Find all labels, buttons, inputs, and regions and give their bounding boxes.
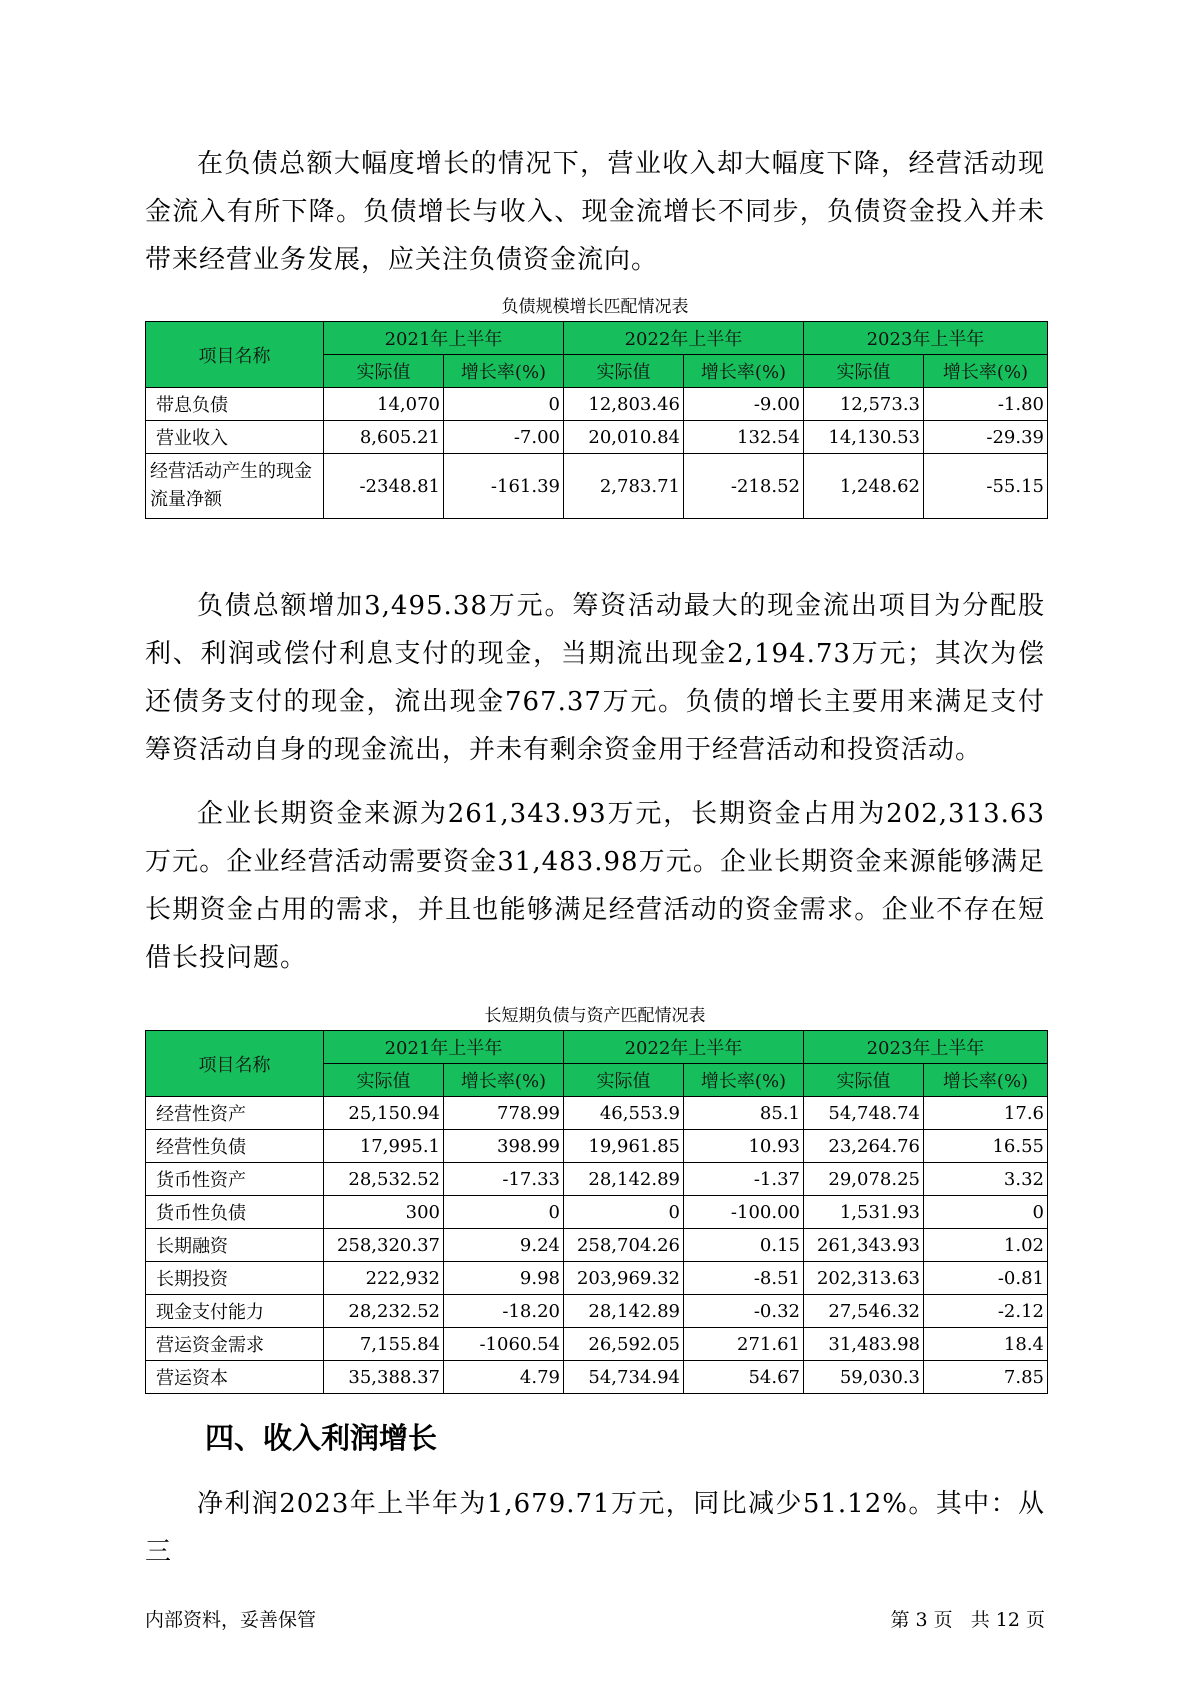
header-item-name: 项目名称 — [146, 322, 324, 388]
cell: -2.12 — [924, 1295, 1048, 1328]
row-label: 带息负债 — [146, 388, 324, 421]
cell: 0 — [924, 1196, 1048, 1229]
cell: 0 — [564, 1196, 684, 1229]
cell: 12,573.3 — [804, 388, 924, 421]
table-row — [146, 1196, 1048, 1229]
header-actual: 实际值 — [804, 355, 924, 388]
header-growth: 增长率(%) — [444, 355, 564, 388]
footer-page-number: 第 3 页 共 12 页 — [890, 1609, 1045, 1631]
cell: -218.52 — [684, 454, 804, 519]
header-period: 2022年上半年 — [564, 322, 804, 355]
cell: -161.39 — [444, 454, 564, 519]
table1-caption: 负债规模增长匹配情况表 — [501, 297, 689, 317]
cell: 59,030.3 — [804, 1361, 924, 1394]
row-label: 经营活动产生的现金流量净额 — [146, 454, 324, 519]
row-label: 营业收入 — [146, 421, 324, 454]
table-row — [146, 1097, 1048, 1130]
header-actual: 实际值 — [804, 1064, 924, 1097]
cell: 778.99 — [444, 1097, 564, 1130]
cell: -100.00 — [684, 1196, 804, 1229]
row-label: 货币性资产 — [146, 1163, 324, 1196]
cell: 9.98 — [444, 1262, 564, 1295]
cell: 25,150.94 — [324, 1097, 444, 1130]
cell: 20,010.84 — [564, 421, 684, 454]
header-actual: 实际值 — [564, 1064, 684, 1097]
row-label: 营运资本 — [146, 1361, 324, 1394]
cell: 54.67 — [684, 1361, 804, 1394]
cell: 28,232.52 — [324, 1295, 444, 1328]
header-period: 2021年上半年 — [324, 322, 564, 355]
debt-scale-table — [145, 321, 1048, 519]
cell: 14,070 — [324, 388, 444, 421]
row-label: 现金支付能力 — [146, 1295, 324, 1328]
header-actual: 实际值 — [324, 355, 444, 388]
cell: 222,932 — [324, 1262, 444, 1295]
table-row — [146, 421, 1048, 454]
footer-confidential: 内部资料，妥善保管 — [145, 1609, 317, 1631]
cell: 85.1 — [684, 1097, 804, 1130]
table-row — [146, 1229, 1048, 1262]
row-label: 货币性负债 — [146, 1196, 324, 1229]
cell: 19,961.85 — [564, 1130, 684, 1163]
row-label: 长期融资 — [146, 1229, 324, 1262]
row-label: 营运资金需求 — [146, 1328, 324, 1361]
table-row — [146, 1163, 1048, 1196]
cell: 54,734.94 — [564, 1361, 684, 1394]
paragraph-2: 负债总额增加3,495.38万元。筹资活动最大的现金流出项目为分配股利、利润或偿付利息支付的现金，当期流出现金2,194.73万元；其次为偿还债务支付的现金，流出现金767.37万元。负债的增长主要用来满足支付筹资活动自身的现金流出，并未有剩余资金用于经营活动和投资活动。 — [145, 591, 1045, 765]
cell: -1.80 — [924, 388, 1048, 421]
cell: 1.02 — [924, 1229, 1048, 1262]
paragraph-1: 在负债总额大幅度增长的情况下，营业收入却大幅度下降，经营活动现金流入有所下降。负债增长与收入、现金流增长不同步，负债资金投入并未带来经营业务发展，应关注负债资金流向。 — [145, 149, 1045, 275]
cell: 271.61 — [684, 1328, 804, 1361]
cell: 258,320.37 — [324, 1229, 444, 1262]
cell: 4.79 — [444, 1361, 564, 1394]
table-row — [146, 1262, 1048, 1295]
table-row — [146, 1295, 1048, 1328]
long-short-match-table — [145, 1030, 1048, 1394]
header-growth: 增长率(%) — [684, 1064, 804, 1097]
cell: -55.15 — [924, 454, 1048, 519]
cell: 46,553.9 — [564, 1097, 684, 1130]
table-row — [146, 1130, 1048, 1163]
table-header-row — [146, 322, 1048, 355]
cell: 0.15 — [684, 1229, 804, 1262]
cell: -1.37 — [684, 1163, 804, 1196]
header-actual: 实际值 — [324, 1064, 444, 1097]
row-label: 经营性资产 — [146, 1097, 324, 1130]
cell: 29,078.25 — [804, 1163, 924, 1196]
cell: -2348.81 — [324, 454, 444, 519]
header-item-name: 项目名称 — [146, 1031, 324, 1097]
cell: 0 — [444, 388, 564, 421]
cell: 0 — [444, 1196, 564, 1229]
cell: 17,995.1 — [324, 1130, 444, 1163]
cell: 23,264.76 — [804, 1130, 924, 1163]
cell: 3.32 — [924, 1163, 1048, 1196]
cell: 202,313.63 — [804, 1262, 924, 1295]
header-growth: 增长率(%) — [924, 355, 1048, 388]
header-period: 2023年上半年 — [804, 322, 1048, 355]
cell: 261,343.93 — [804, 1229, 924, 1262]
cell: 203,969.32 — [564, 1262, 684, 1295]
cell: 258,704.26 — [564, 1229, 684, 1262]
cell: 54,748.74 — [804, 1097, 924, 1130]
cell: 31,483.98 — [804, 1328, 924, 1361]
cell: -29.39 — [924, 421, 1048, 454]
cell: 14,130.53 — [804, 421, 924, 454]
cell: -9.00 — [684, 388, 804, 421]
cell: 8,605.21 — [324, 421, 444, 454]
cell: 10.93 — [684, 1130, 804, 1163]
cell: -8.51 — [684, 1262, 804, 1295]
cell: 18.4 — [924, 1328, 1048, 1361]
cell: -7.00 — [444, 421, 564, 454]
cell: 27,546.32 — [804, 1295, 924, 1328]
cell: 26,592.05 — [564, 1328, 684, 1361]
cell: 7.85 — [924, 1361, 1048, 1394]
header-period: 2023年上半年 — [804, 1031, 1048, 1064]
header-period: 2021年上半年 — [324, 1031, 564, 1064]
cell: 28,142.89 — [564, 1163, 684, 1196]
section-heading: 四、收入利润增长 — [205, 1421, 438, 1455]
header-period: 2022年上半年 — [564, 1031, 804, 1064]
table-row — [146, 454, 1048, 519]
header-growth: 增长率(%) — [444, 1064, 564, 1097]
cell: -18.20 — [444, 1295, 564, 1328]
cell: 16.55 — [924, 1130, 1048, 1163]
table-row — [146, 1328, 1048, 1361]
table-row — [146, 1361, 1048, 1394]
cell: 2,783.71 — [564, 454, 684, 519]
table-header-row — [146, 1031, 1048, 1064]
cell: -17.33 — [444, 1163, 564, 1196]
header-growth: 增长率(%) — [924, 1064, 1048, 1097]
cell: 9.24 — [444, 1229, 564, 1262]
paragraph-3: 企业长期资金来源为261,343.93万元，长期资金占用为202,313.63万元。企业经营活动需要资金31,483.98万元。企业长期资金来源能够满足长期资金占用的需求，并且也能够满足经营活动的资金需求。企业不存在短借长投问题。 — [145, 799, 1045, 973]
cell: 132.54 — [684, 421, 804, 454]
row-label: 经营性负债 — [146, 1130, 324, 1163]
cell: 12,803.46 — [564, 388, 684, 421]
header-actual: 实际值 — [564, 355, 684, 388]
cell: 300 — [324, 1196, 444, 1229]
cell: 398.99 — [444, 1130, 564, 1163]
table2-caption: 长短期负债与资产匹配情况表 — [484, 1006, 706, 1026]
cell: -1060.54 — [444, 1328, 564, 1361]
cell: 7,155.84 — [324, 1328, 444, 1361]
paragraph-4: 净利润2023年上半年为1,679.71万元，同比减少51.12%。其中：从三 — [145, 1489, 1045, 1567]
row-label: 长期投资 — [146, 1262, 324, 1295]
table-row — [146, 388, 1048, 421]
cell: -0.81 — [924, 1262, 1048, 1295]
cell: 1,248.62 — [804, 454, 924, 519]
cell: 17.6 — [924, 1097, 1048, 1130]
cell: 28,142.89 — [564, 1295, 684, 1328]
cell: -0.32 — [684, 1295, 804, 1328]
header-growth: 增长率(%) — [684, 355, 804, 388]
cell: 1,531.93 — [804, 1196, 924, 1229]
cell: 35,388.37 — [324, 1361, 444, 1394]
cell: 28,532.52 — [324, 1163, 444, 1196]
